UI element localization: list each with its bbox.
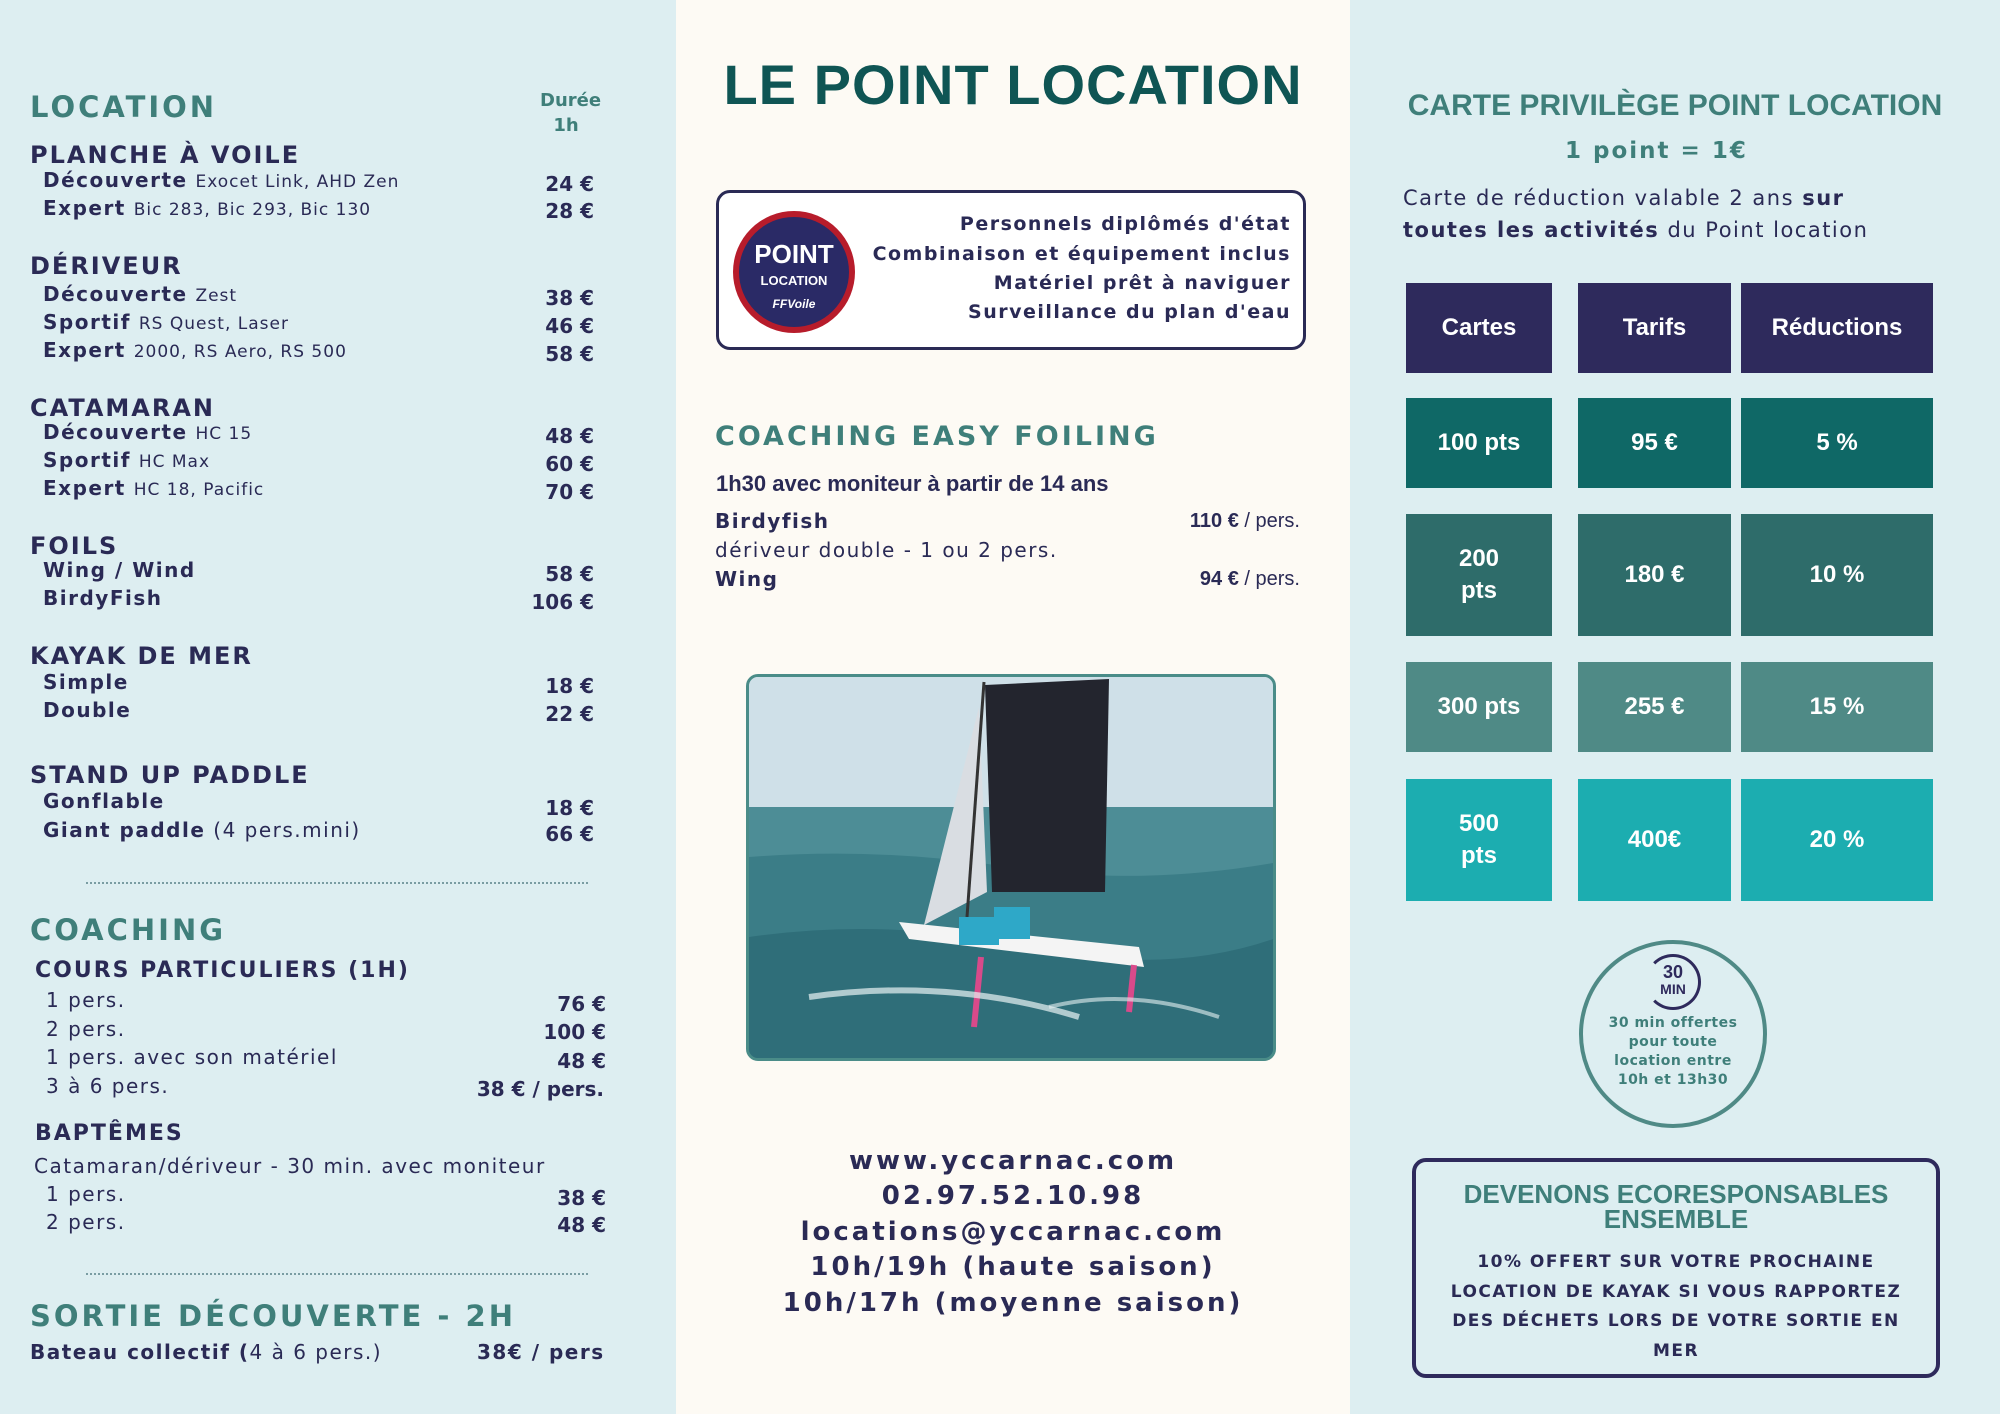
wing-name: Wing — [715, 567, 779, 591]
price: 24 € — [545, 172, 594, 196]
price: 66 € — [545, 822, 594, 846]
table-cell: 95 € — [1578, 398, 1731, 488]
list-item: Sportif HC Max — [43, 448, 211, 472]
section-title-foils: FOILS — [30, 532, 119, 560]
dotted-divider — [86, 882, 588, 884]
list-item: Sportif RS Quest, Laser — [43, 310, 289, 334]
sortie-title: SORTIE DÉCOUVERTE - 2H — [30, 1299, 516, 1333]
price: 38 € — [557, 1186, 606, 1210]
table-cell: 5 % — [1741, 398, 1933, 488]
section-title-deriveur: DÉRIVEUR — [30, 252, 183, 280]
price: 48 € — [557, 1049, 606, 1073]
table-header-cartes: Cartes — [1406, 283, 1552, 373]
clock-icon: 30 MIN — [1645, 954, 1701, 1010]
table-cell: 100 pts — [1406, 398, 1552, 488]
foiling-boat-photo — [746, 674, 1276, 1061]
table-header-reductions: Réductions — [1741, 283, 1933, 373]
hours-high-season: 10h/19h (haute saison) — [810, 1252, 1216, 1282]
phone-number[interactable]: 02.97.52.10.98 — [881, 1181, 1145, 1211]
list-item: 2 pers. — [46, 1210, 126, 1234]
point-location-logo: POINT LOCATION FFVoile — [733, 211, 855, 333]
eco-text: 10% OFFERT SUR VOTRE PROCHAINE LOCATION DE KAYAK SI VOUS RAPPORTEZ DES DÉCHETS LORS DE VOTRE SORTIE EN MER — [1450, 1252, 1902, 1361]
eco-box — [1412, 1158, 1940, 1378]
list-item: BirdyFish — [43, 586, 163, 610]
price: 76 € — [557, 992, 606, 1016]
price: 28 € — [545, 199, 594, 223]
boat-illustration — [749, 677, 1276, 1061]
price: 48 € — [557, 1213, 606, 1237]
carte-desc-line2: toutes les activités du Point location — [1403, 218, 1869, 242]
duration-header: Durée 1h — [540, 90, 602, 136]
price: 18 € — [545, 796, 594, 820]
price: 100 € — [543, 1020, 606, 1044]
price: 58 € — [545, 342, 594, 366]
info-bullet: Combinaison et équipement inclus — [872, 243, 1291, 265]
baptemes-subtitle: Catamaran/dériveur - 30 min. avec moniteur — [34, 1154, 546, 1178]
table-header-tarifs: Tarifs — [1578, 283, 1731, 373]
left-panel — [0, 0, 676, 1414]
price: 70 € — [545, 480, 594, 504]
hours-mid-season: 10h/17h (moyenne saison) — [782, 1288, 1244, 1318]
point-rule: 1 point = 1€ — [1565, 138, 1748, 164]
price: 38 € / pers. — [476, 1077, 604, 1101]
sortie-item: Bateau collectif (4 à 6 pers.) — [30, 1340, 383, 1364]
middle-panel — [676, 0, 1350, 1414]
birdyfish-price: 110 € / pers. — [1189, 510, 1300, 532]
price: 38 € — [545, 286, 594, 310]
page-title: LE POINT LOCATION — [723, 53, 1303, 116]
price: 48 € — [545, 424, 594, 448]
price: 46 € — [545, 314, 594, 338]
table-cell: 400€ — [1578, 779, 1731, 901]
list-item: 2 pers. — [46, 1017, 126, 1041]
location-title: LOCATION — [30, 90, 218, 124]
list-item: 3 à 6 pers. — [46, 1074, 170, 1098]
table-cell: 15 % — [1741, 662, 1933, 752]
price: 106 € — [531, 590, 594, 614]
table-cell: 255 € — [1578, 662, 1731, 752]
website-link[interactable]: www.yccarnac.com — [848, 1146, 1178, 1176]
eco-title: DEVENONS ECORESPONSABLES ENSEMBLE — [1463, 1179, 1889, 1234]
list-item: Gonflable — [43, 789, 165, 813]
info-bullet: Matériel prêt à naviguer — [993, 272, 1291, 294]
section-title-kayak: KAYAK DE MER — [30, 642, 253, 670]
price: 58 € — [545, 562, 594, 586]
price: 18 € — [545, 674, 594, 698]
list-item: Expert Bic 283, Bic 293, Bic 130 — [43, 196, 372, 220]
list-item: Expert 2000, RS Aero, RS 500 — [43, 338, 347, 362]
birdyfish-desc: dériveur double - 1 ou 2 pers. — [715, 538, 1058, 562]
wing-price: 94 € / pers. — [1199, 568, 1300, 590]
email-link[interactable]: locations@yccarnac.com — [800, 1217, 1226, 1247]
list-item: Simple — [43, 670, 129, 694]
carte-title: CARTE PRIVILÈGE POINT LOCATION — [1407, 89, 1943, 122]
table-cell: 20 % — [1741, 779, 1933, 901]
list-item: Expert HC 18, Pacific — [43, 476, 265, 500]
price: 22 € — [545, 702, 594, 726]
right-panel — [1350, 0, 2000, 1414]
table-cell: 200 pts — [1406, 514, 1552, 636]
section-title-cours: COURS PARTICULIERS (1H) — [35, 958, 410, 983]
list-item: Double — [43, 698, 132, 722]
info-bullet: Personnels diplômés d'état — [959, 213, 1291, 235]
info-box — [716, 190, 1306, 350]
list-item: 1 pers. avec son matériel — [46, 1045, 338, 1069]
sortie-price: 38€ / pers — [477, 1340, 605, 1364]
section-title-baptemes: BAPTÊMES — [35, 1121, 184, 1146]
list-item: Découverte HC 15 — [43, 420, 253, 444]
section-title-planche: PLANCHE À VOILE — [30, 141, 301, 169]
list-item: Giant paddle (4 pers.mini) — [43, 818, 361, 842]
dotted-divider — [86, 1273, 588, 1275]
coaching-foiling-sub: 1h30 avec moniteur à partir de 14 ans — [716, 471, 1109, 496]
table-cell: 180 € — [1578, 514, 1731, 636]
list-item: 1 pers. — [46, 988, 126, 1012]
price: 60 € — [545, 452, 594, 476]
coaching-foiling-title: COACHING EASY FOILING — [715, 421, 1159, 452]
list-item: Wing / Wind — [43, 558, 196, 582]
section-title-catamaran: CATAMARAN — [30, 394, 216, 422]
list-item: Découverte Zest — [43, 282, 238, 306]
section-title-sup: STAND UP PADDLE — [30, 761, 310, 789]
coaching-title: COACHING — [30, 913, 227, 947]
table-cell: 10 % — [1741, 514, 1933, 636]
badge-text: 30 min offertes pour toute location entre 10h et 13h30 — [1608, 1015, 1738, 1088]
list-item: 1 pers. — [46, 1182, 126, 1206]
offer-badge — [1579, 940, 1767, 1128]
table-cell: 500 pts — [1406, 779, 1552, 901]
carte-desc-line1: Carte de réduction valable 2 ans sur — [1403, 186, 1845, 210]
info-bullet: Surveillance du plan d'eau — [968, 301, 1291, 323]
list-item: Découverte Exocet Link, AHD Zen — [43, 168, 400, 192]
table-cell: 300 pts — [1406, 662, 1552, 752]
birdyfish-name: Birdyfish — [715, 509, 830, 533]
